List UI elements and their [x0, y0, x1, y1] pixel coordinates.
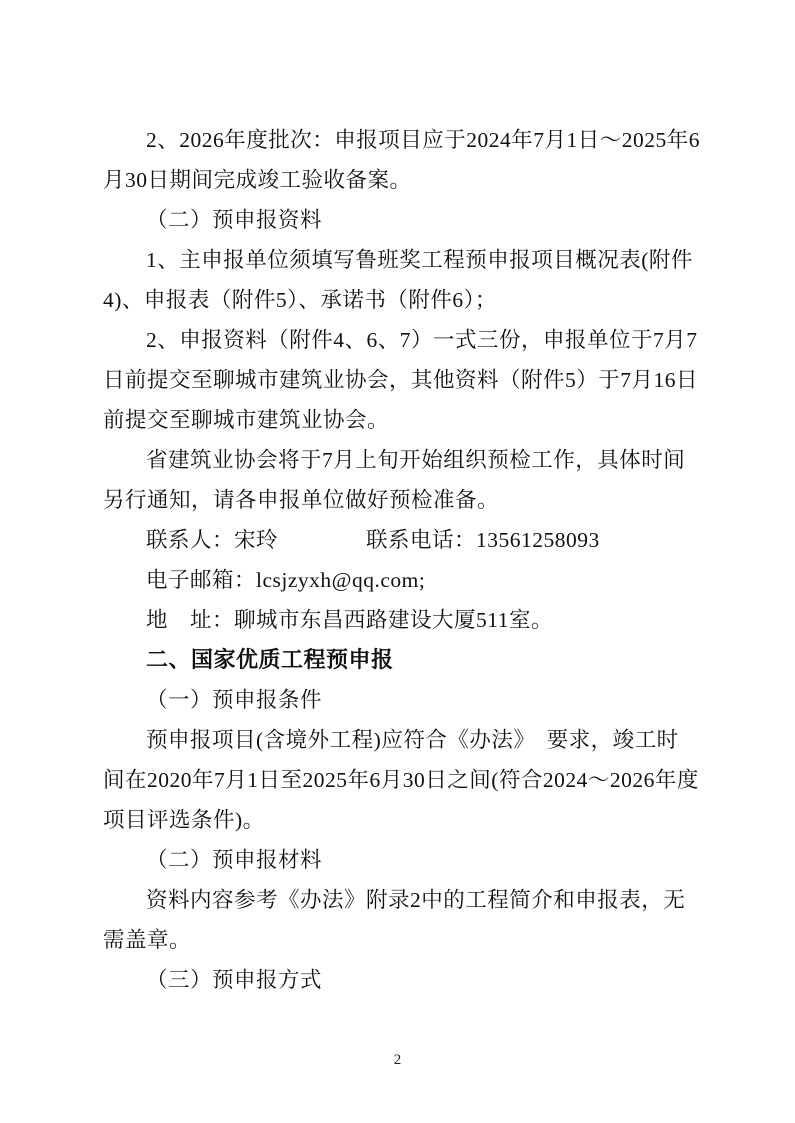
doc-line: 日前提交至聊城市建筑业协会，其他资料（附件5）于7月16日 [103, 368, 699, 392]
doc-line: 省建筑业协会将于7月上旬开始组织预检工作，具体时间 [146, 448, 686, 472]
doc-line: 二、国家优质工程预申报 [146, 647, 394, 672]
doc-line: 2、申报资料（附件4、6、7）一式三份，申报单位于7月7 [146, 328, 698, 352]
doc-line: 月30日期间完成竣工验收备案。 [103, 168, 412, 192]
doc-line: 1、主申报单位须填写鲁班奖工程预申报项目概况表(附件 [146, 248, 693, 272]
doc-line: 电子邮箱：lcsjzyxh@qq.com; [146, 568, 426, 592]
doc-line: 项目评选条件)。 [103, 808, 265, 832]
doc-line: 另行通知，请各申报单位做好预检准备。 [103, 488, 500, 512]
doc-line: （二）预申报资料 [146, 208, 323, 232]
doc-line: 地 址：聊城市东昌西路建设大厦511室。 [146, 608, 553, 632]
doc-line: 4)、申报表（附件5）、承诺书（附件6）； [103, 288, 497, 312]
doc-line: 预申报项目(含境外工程)应符合《办法》 要求，竣工时 [146, 728, 679, 752]
doc-line: 2、2026年度批次：申报项目应于2024年7月1日～2025年6 [146, 128, 701, 152]
document-content [103, 120, 701, 1000]
doc-line: 需盖章。 [103, 928, 192, 952]
page-number: 2 [393, 1052, 402, 1068]
doc-line: 前提交至聊城市建筑业协会。 [103, 408, 390, 432]
doc-line: 联系人：宋玲 联系电话：13561258093 [146, 528, 600, 552]
doc-line: （三）预申报方式 [146, 968, 323, 992]
doc-line: 资料内容参考《办法》附录2中的工程简介和申报表，无 [146, 888, 686, 912]
doc-line: 间在2020年7月1日至2025年6月30日之间(符合2024～2026年度 [103, 768, 699, 792]
doc-line: （一）预申报条件 [146, 688, 323, 712]
doc-line: （二）预申报材料 [146, 848, 323, 872]
